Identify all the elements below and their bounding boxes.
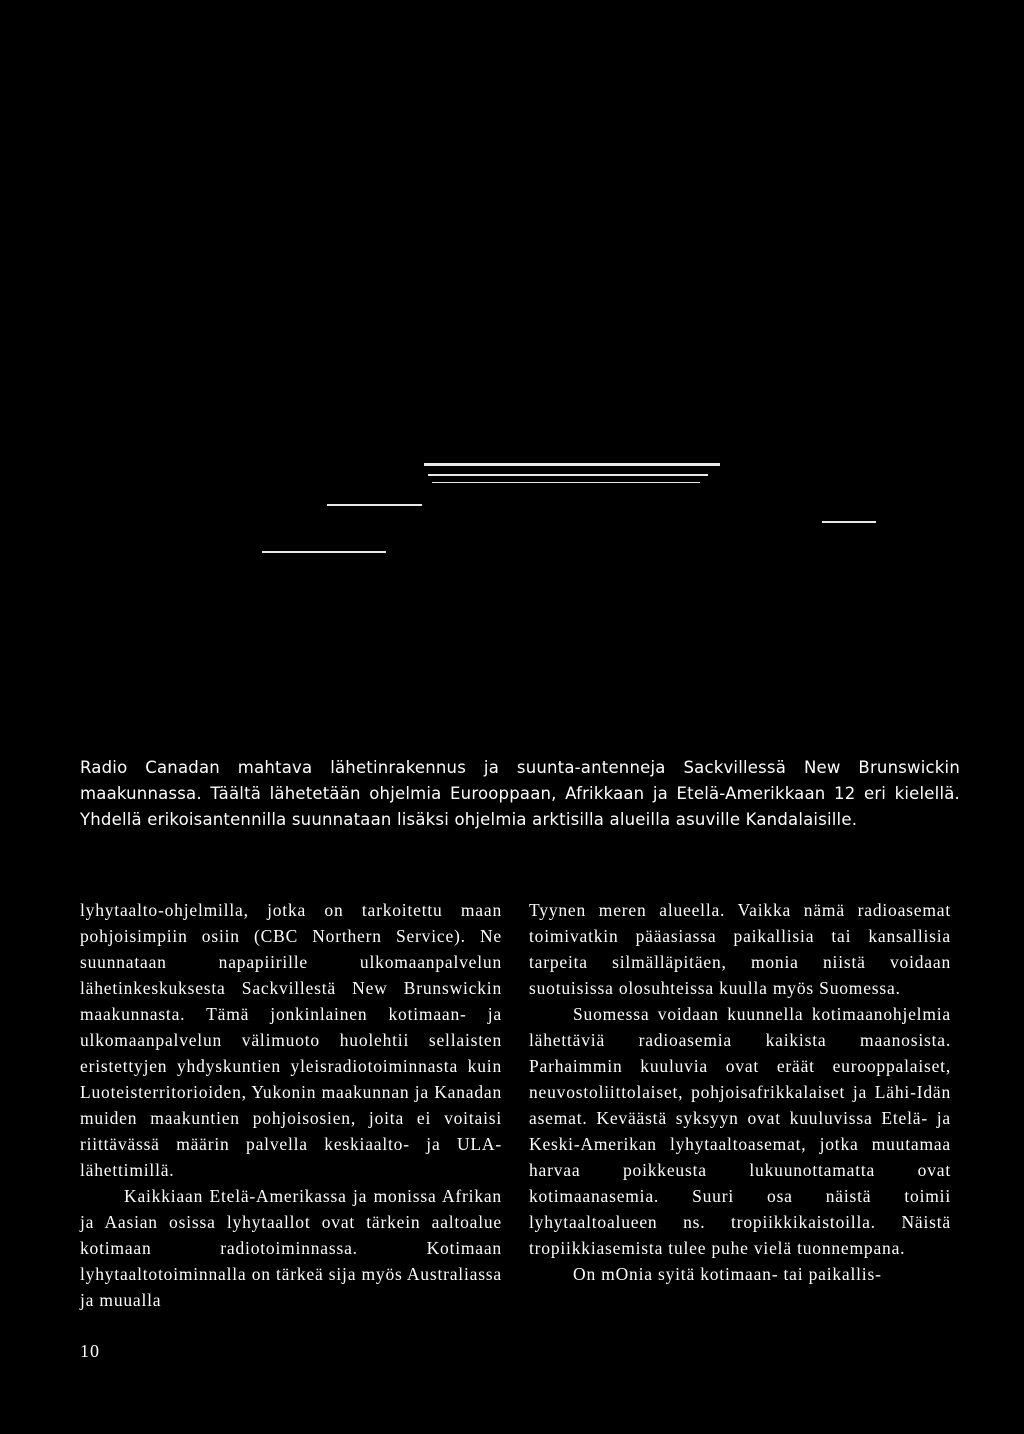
antenna-wire xyxy=(262,551,386,553)
antenna-wire xyxy=(424,463,720,466)
antenna-wire xyxy=(428,474,708,476)
paragraph: On mOnia syitä kotimaan- tai paikallis- xyxy=(573,1264,882,1284)
text-column-left xyxy=(80,897,502,1313)
photo-antenna-field xyxy=(0,0,1024,700)
antenna-wire xyxy=(327,504,422,506)
paragraph: Tyynen meren alueella. Vaikka nämä radioasemat toimivatkin pääasiassa paikallisia tai kansallisia tarpeita silmälläpitäen, monia niistä voidaan suotuisissa olosuhteissa kuulla myös Suomessa. xyxy=(529,900,951,998)
photo-caption: Radio Canadan mahtava lähetinrakennus ja suunta-antenneja Sackvillessä New Brunswickin maakunnassa. Täältä lähetetään ohjelmia Eurooppaan, Afrikkaan ja Etelä-Amerikkaan 12 eri kielellä. Yhdellä erikoisantennilla suunnataan lisäksi ohjelmia arktisilla alueilla asuville Kandalaisille. xyxy=(80,758,960,829)
paragraph: Kaikkiaan Etelä-Amerikassa ja monissa Afrikan ja Aasian osissa lyhytaallot ovat tärkein aaltoalue kotimaan radiotoiminnassa. Kotimaan lyhytaaltotoiminnalla on tärkeä sija myös Australiassa ja muualla xyxy=(80,1186,502,1310)
page-number: 10 xyxy=(80,1341,100,1361)
text-column-right xyxy=(529,897,951,1287)
paragraph: lyhytaalto-ohjelmilla, jotka on tarkoitettu maan pohjoisimpiin osiin (CBC Northern Service). Ne suunnataan napapiirille ulkomaanpalvelun lähetinkeskuksesta Sackvillestä New Brunswickin maakunnasta. Tämä jonkinlainen kotimaan- ja ulkomaanpalvelun välimuoto huolehtii sellaisten eristettyjen yhdyskuntien yleisradiotoiminnasta kuin Luoteisterritorioiden, Yukonin maakunnan ja Kanadan muiden maakuntien pohjoisosien, joita ei voitaisi riittävässä määrin palvella keskiaalto- ja ULA-lähettimillä. xyxy=(80,900,502,1180)
antenna-wire xyxy=(432,482,700,483)
antenna-wire xyxy=(822,521,876,523)
paragraph: Suomessa voidaan kuunnella kotimaanohjelmia lähettäviä radioasemia kaikista maanosista. Parhaimmin kuuluvia ovat eräät eurooppalaiset, neuvostoliittolaiset, pohjoisafrikkalaiset ja Lähi-Idän asemat. Keväästä syksyyn ovat kuuluvissa Etelä- ja Keski-Amerikan lyhytaaltoasemat, jotka muutamaa harvaa poikkeusta lukuunottamatta ovat kotimaanasemia. Suuri osa näistä toimii lyhytaaltoalueen ns. tropiikkikaistoilla. Näistä tropiikkiasemista tulee puhe vielä tuonnempana. xyxy=(529,1004,951,1258)
